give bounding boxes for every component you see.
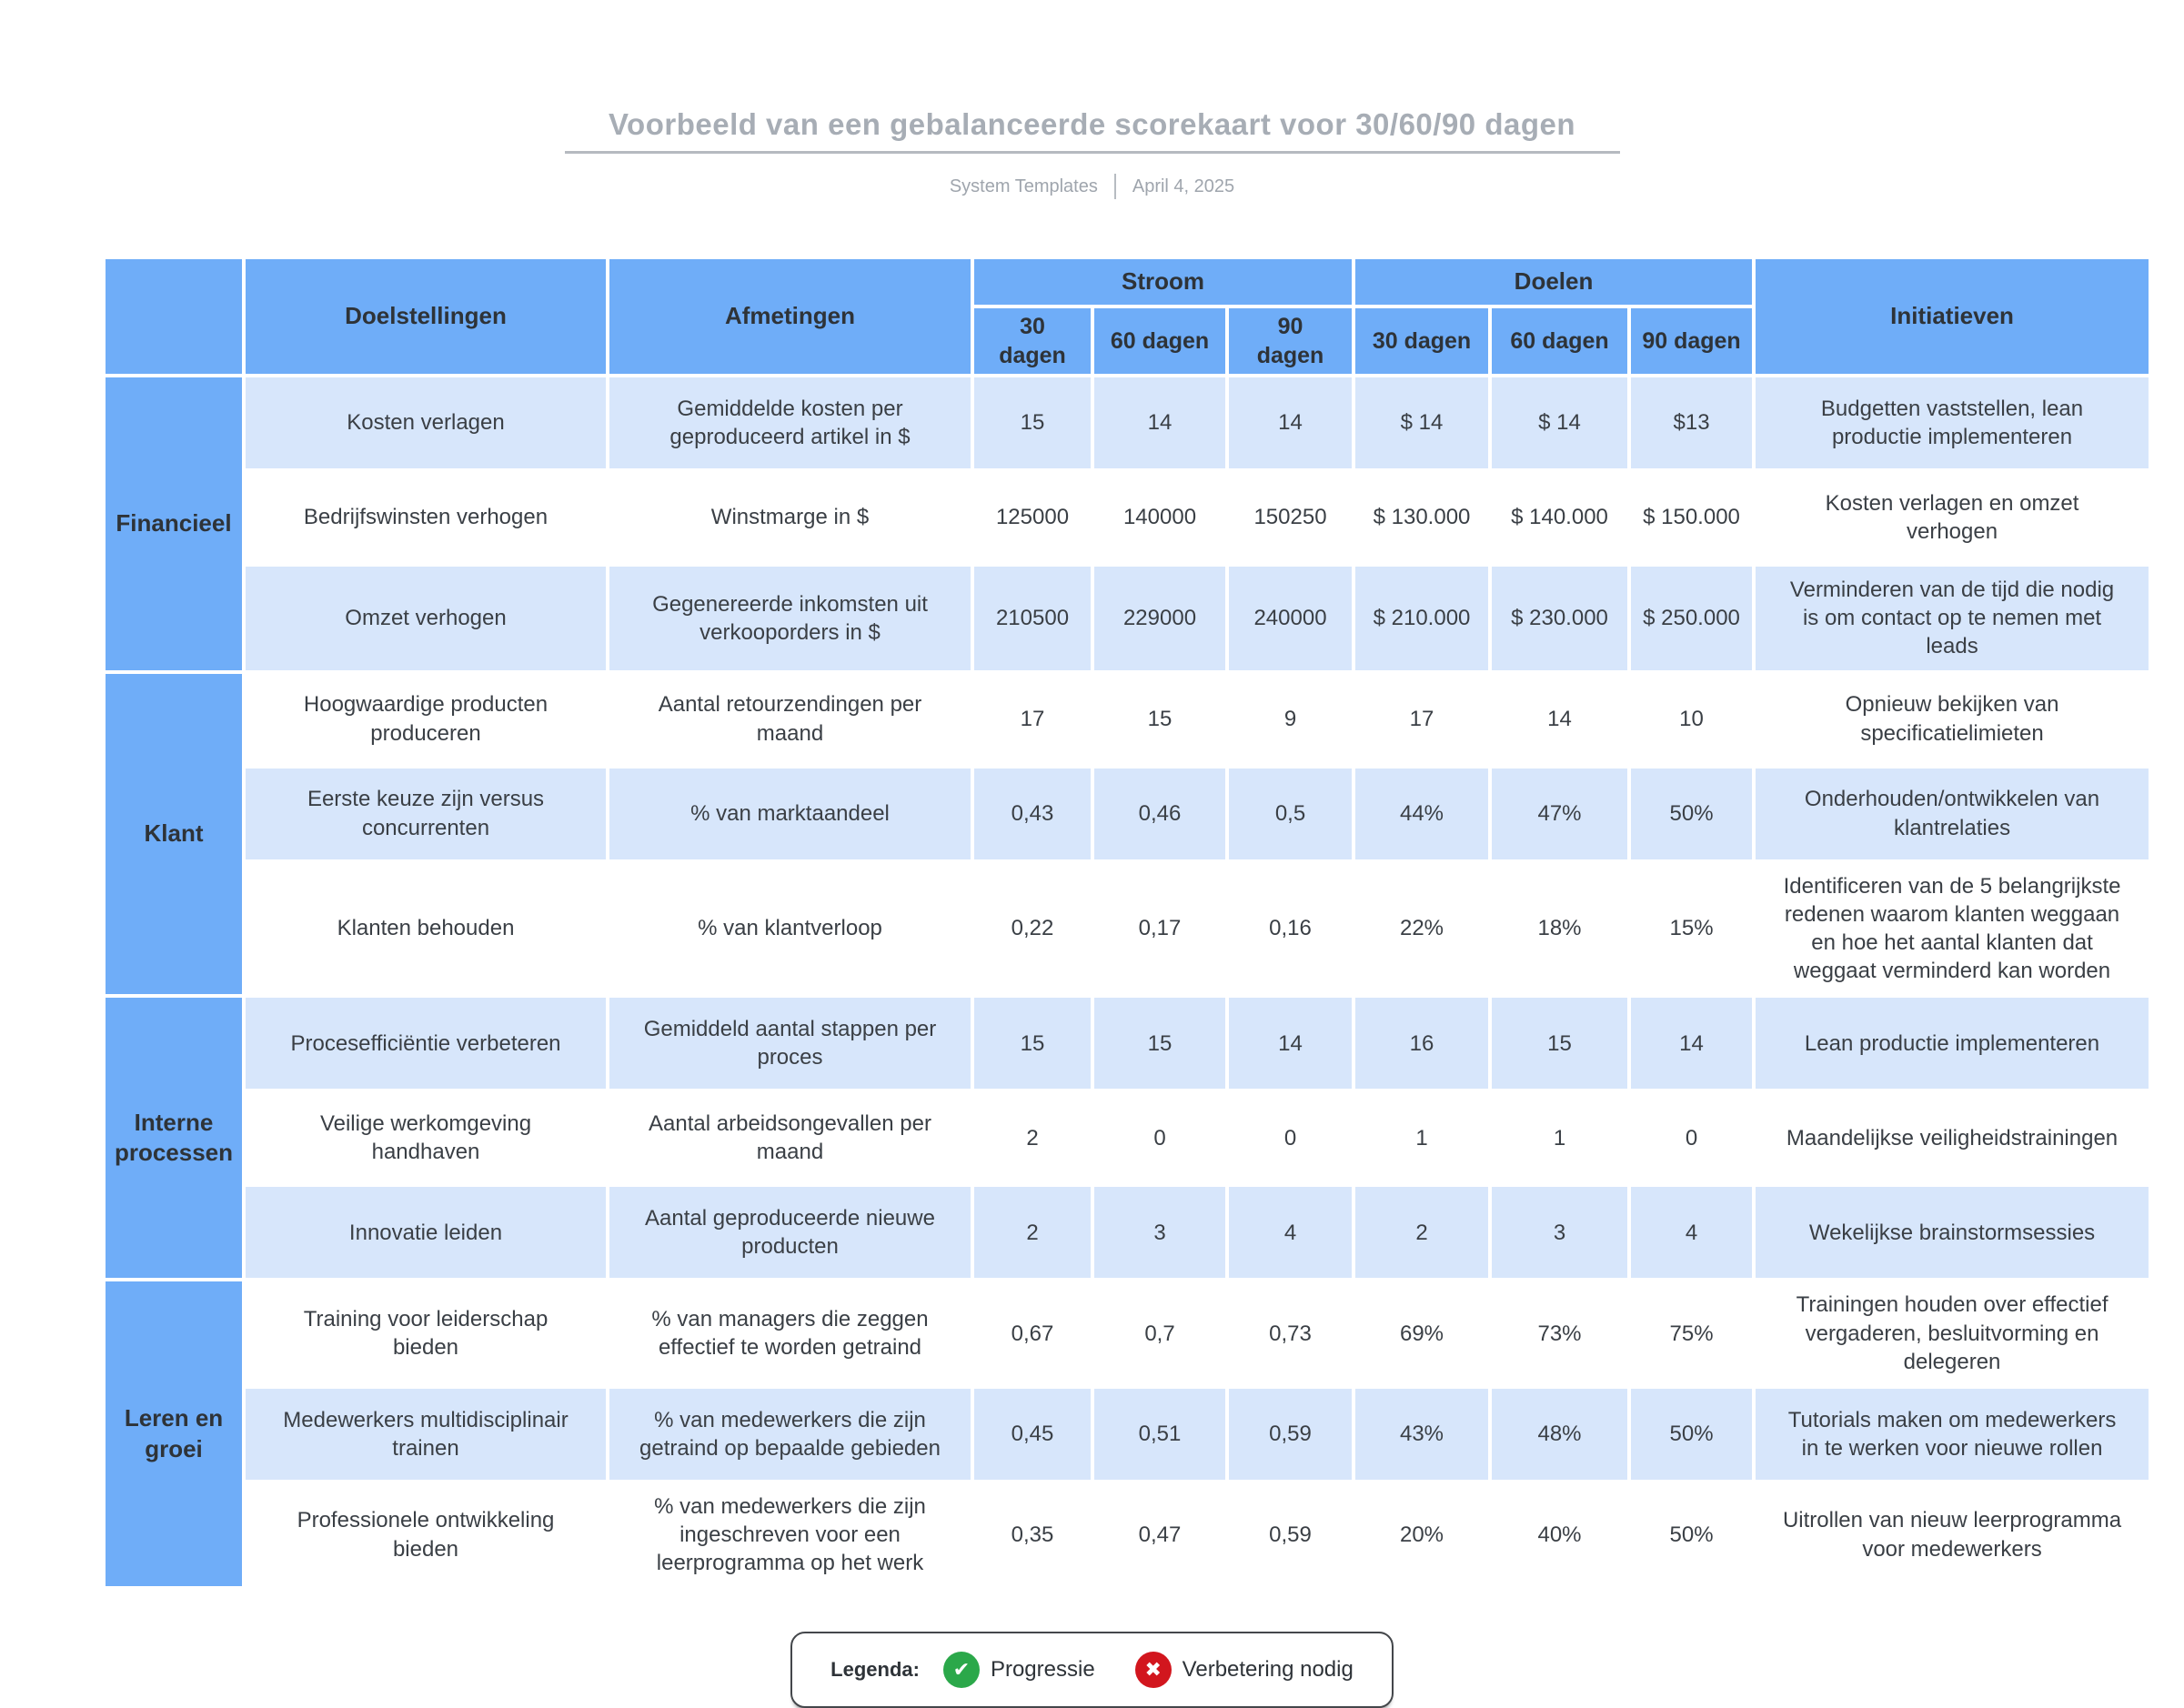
corner-cell (106, 259, 242, 374)
cell-doel-90: 10 (1631, 674, 1752, 765)
cell-doelstelling: Hoogwaardige producten produceren (246, 674, 606, 765)
cell-initiatief: Maandelijkse veiligheidstrainingen (1756, 1092, 2149, 1183)
cell-doelstelling: Kosten verlagen (246, 377, 606, 468)
scorecard-table (102, 256, 2152, 1590)
cell-stroom-60: 0,17 (1094, 863, 1225, 995)
table-row (106, 1092, 2149, 1183)
cell-doel-60: 47% (1492, 769, 1627, 859)
cell-stroom-30: 0,67 (974, 1281, 1091, 1385)
cell-doelstelling: Omzet verhogen (246, 567, 606, 670)
cell-stroom-30: 125000 (974, 472, 1091, 563)
cell-doelstelling: Professionele ontwikkeling bieden (246, 1483, 606, 1587)
cell-doelstelling: Training voor leiderschap bieden (246, 1281, 606, 1385)
cell-afmeting: Gemiddelde kosten per geproduceerd artikel in $ (609, 377, 971, 468)
cell-initiatief: Kosten verlagen en omzet verhogen (1756, 472, 2149, 563)
cell-stroom-90: 0,73 (1229, 1281, 1352, 1385)
cell-initiatief: Lean productie implementeren (1756, 998, 2149, 1089)
title-block (0, 0, 2184, 199)
cell-stroom-60: 0,7 (1094, 1281, 1225, 1385)
cell-stroom-90: 0,16 (1229, 863, 1352, 995)
cell-doelstelling: Medewerkers multidisciplinair trainen (246, 1389, 606, 1480)
cell-doel-60: 1 (1492, 1092, 1627, 1183)
cell-stroom-30: 2 (974, 1187, 1091, 1278)
row-group-label-interne-processen: Interne processen (106, 998, 242, 1278)
table-row (106, 472, 2149, 563)
cell-stroom-30: 2 (974, 1092, 1091, 1183)
cell-doel-90: 50% (1631, 1483, 1752, 1587)
subtitle (0, 174, 2184, 199)
cell-stroom-90: 0,59 (1229, 1483, 1352, 1587)
subtitle-date: April 4, 2025 (1132, 176, 1235, 196)
cell-stroom-90: 14 (1229, 998, 1352, 1089)
cell-afmeting: % van medewerkers die zijn ingeschreven voor een leerprogramma op het werk (609, 1483, 971, 1587)
cell-doel-90: 0 (1631, 1092, 1752, 1183)
cell-stroom-60: 15 (1094, 674, 1225, 765)
legend-box (790, 1632, 1394, 1708)
cell-doel-60: $ 14 (1492, 377, 1627, 468)
cell-initiatief: Budgetten vaststellen, lean productie implementeren (1756, 377, 2149, 468)
cell-stroom-60: 229000 (1094, 567, 1225, 670)
cell-stroom-90: 14 (1229, 377, 1352, 468)
column-header-doelen-30-dagen: 30 dagen (1355, 308, 1488, 374)
cell-doel-60: 18% (1492, 863, 1627, 995)
title-underline (565, 151, 1620, 154)
cell-doel-90: $13 (1631, 377, 1752, 468)
table-row (106, 998, 2149, 1089)
cell-doel-90: 75% (1631, 1281, 1752, 1385)
cell-initiatief: Uitrollen van nieuw leerprogramma voor medewerkers (1756, 1483, 2149, 1587)
cell-stroom-30: 0,43 (974, 769, 1091, 859)
legend-label: Legenda: (830, 1658, 920, 1682)
cell-doel-60: 73% (1492, 1281, 1627, 1385)
cell-stroom-30: 17 (974, 674, 1091, 765)
cell-stroom-30: 15 (974, 377, 1091, 468)
cell-stroom-30: 0,22 (974, 863, 1091, 995)
cell-doel-30: $ 14 (1355, 377, 1488, 468)
cell-doelstelling: Procesefficiëntie verbeteren (246, 998, 606, 1089)
cell-stroom-90: 9 (1229, 674, 1352, 765)
legend-item-label: Verbetering nodig (1182, 1657, 1354, 1683)
table-row (106, 1187, 2149, 1278)
row-group-label-klant: Klant (106, 674, 242, 995)
cell-doel-90: 15% (1631, 863, 1752, 995)
cell-doel-90: $ 150.000 (1631, 472, 1752, 563)
cell-afmeting: Gegenereerde inkomsten uit verkooporders in $ (609, 567, 971, 670)
column-group-stroom: Stroom (974, 259, 1352, 305)
cell-doel-90: 50% (1631, 769, 1752, 859)
legend-item-label: Progressie (990, 1657, 1095, 1683)
legend-area (0, 1632, 2184, 1708)
column-header-stroom-90-dagen: 90 dagen (1229, 308, 1352, 374)
column-header-stroom-60-dagen: 60 dagen (1094, 308, 1225, 374)
column-header-initiatieven: Initiatieven (1756, 259, 2149, 374)
cell-stroom-60: 0,51 (1094, 1389, 1225, 1480)
cell-stroom-30: 210500 (974, 567, 1091, 670)
cell-stroom-60: 0,46 (1094, 769, 1225, 859)
cell-afmeting: % van marktaandeel (609, 769, 971, 859)
cell-doel-30: 20% (1355, 1483, 1488, 1587)
cell-doelstelling: Bedrijfswinsten verhogen (246, 472, 606, 563)
table-row (106, 863, 2149, 995)
cell-initiatief: Wekelijkse brainstormsessies (1756, 1187, 2149, 1278)
cell-stroom-60: 3 (1094, 1187, 1225, 1278)
cell-initiatief: Opnieuw bekijken van specificatielimieten (1756, 674, 2149, 765)
cell-stroom-60: 140000 (1094, 472, 1225, 563)
cell-stroom-30: 0,35 (974, 1483, 1091, 1587)
cell-afmeting: Aantal arbeidsongevallen per maand (609, 1092, 971, 1183)
table-row (106, 769, 2149, 859)
table-row (106, 1281, 2149, 1385)
cell-doel-90: 4 (1631, 1187, 1752, 1278)
cell-initiatief: Onderhouden/ontwikkelen van klantrelaties (1756, 769, 2149, 859)
table-row (106, 674, 2149, 765)
cell-doel-30: $ 130.000 (1355, 472, 1488, 563)
cell-stroom-90: 240000 (1229, 567, 1352, 670)
cell-doel-90: $ 250.000 (1631, 567, 1752, 670)
cell-doelstelling: Veilige werkomgeving handhaven (246, 1092, 606, 1183)
cell-afmeting: % van klantverloop (609, 863, 971, 995)
cell-doel-30: 44% (1355, 769, 1488, 859)
page-title: Voorbeeld van een gebalanceerde scorekaart voor 30/60/90 dagen (608, 107, 1576, 141)
cell-stroom-90: 0,59 (1229, 1389, 1352, 1480)
cell-stroom-30: 0,45 (974, 1389, 1091, 1480)
cell-doel-60: $ 230.000 (1492, 567, 1627, 670)
cell-stroom-90: 150250 (1229, 472, 1352, 563)
cell-doel-60: $ 140.000 (1492, 472, 1627, 563)
column-header-stroom-30-dagen: 30 dagen (974, 308, 1091, 374)
cell-stroom-30: 15 (974, 998, 1091, 1089)
cell-doel-90: 14 (1631, 998, 1752, 1089)
cell-initiatief: Identificeren van de 5 belangrijkste redenen waarom klanten weggaan en hoe het aantal klanten dat weggaat verminderd kan worden (1756, 863, 2149, 995)
x-glyph: ✖ (1144, 1658, 1162, 1682)
table-row (106, 567, 2149, 670)
cell-doel-30: 22% (1355, 863, 1488, 995)
row-group-label-leren-en-groei: Leren en groei (106, 1281, 242, 1586)
table-row (106, 377, 2149, 468)
row-group-label-financieel: Financieel (106, 377, 242, 670)
cell-stroom-60: 0,47 (1094, 1483, 1225, 1587)
cell-doel-30: 43% (1355, 1389, 1488, 1480)
cell-stroom-60: 15 (1094, 998, 1225, 1089)
table-row (106, 1483, 2149, 1587)
check-circle-icon (943, 1652, 980, 1688)
cell-doel-30: 2 (1355, 1187, 1488, 1278)
cell-doel-60: 3 (1492, 1187, 1627, 1278)
cell-doelstelling: Eerste keuze zijn versus concurrenten (246, 769, 606, 859)
cell-afmeting: Winstmarge in $ (609, 472, 971, 563)
column-group-doelen: Doelen (1355, 259, 1752, 305)
column-header-afmetingen: Afmetingen (609, 259, 971, 374)
cell-stroom-90: 0 (1229, 1092, 1352, 1183)
column-header-doelen-60-dagen: 60 dagen (1492, 308, 1627, 374)
cell-afmeting: Gemiddeld aantal stappen per proces (609, 998, 971, 1089)
cell-initiatief: Trainingen houden over effectief vergaderen, besluitvorming en delegeren (1756, 1281, 2149, 1385)
cell-stroom-60: 0 (1094, 1092, 1225, 1183)
cell-doel-60: 15 (1492, 998, 1627, 1089)
cell-afmeting: Aantal retourzendingen per maand (609, 674, 971, 765)
cell-doelstelling: Innovatie leiden (246, 1187, 606, 1278)
cell-doel-30: $ 210.000 (1355, 567, 1488, 670)
cell-doel-90: 50% (1631, 1389, 1752, 1480)
cell-stroom-90: 4 (1229, 1187, 1352, 1278)
subtitle-separator (1114, 174, 1116, 199)
cell-doel-30: 17 (1355, 674, 1488, 765)
legend-item-progressie (943, 1652, 1095, 1688)
cell-doel-30: 69% (1355, 1281, 1488, 1385)
cell-doel-60: 14 (1492, 674, 1627, 765)
cell-doel-30: 16 (1355, 998, 1488, 1089)
cell-doel-60: 48% (1492, 1389, 1627, 1480)
cell-stroom-90: 0,5 (1229, 769, 1352, 859)
cell-afmeting: Aantal geproduceerde nieuwe producten (609, 1187, 971, 1278)
x-circle-icon (1135, 1652, 1172, 1688)
cell-initiatief: Verminderen van de tijd die nodig is om contact op te nemen met leads (1756, 567, 2149, 670)
cell-doelstelling: Klanten behouden (246, 863, 606, 995)
legend-item-verbetering-nodig (1135, 1652, 1354, 1688)
cell-doel-30: 1 (1355, 1092, 1488, 1183)
table-row (106, 1389, 2149, 1480)
cell-initiatief: Tutorials maken om medewerkers in te werken voor nieuwe rollen (1756, 1389, 2149, 1480)
cell-doel-60: 40% (1492, 1483, 1627, 1587)
subtitle-source: System Templates (949, 176, 1098, 196)
check-glyph: ✔ (952, 1658, 971, 1682)
cell-stroom-60: 14 (1094, 377, 1225, 468)
column-header-doelen-90-dagen: 90 dagen (1631, 308, 1752, 374)
column-header-doelstellingen: Doelstellingen (246, 259, 606, 374)
cell-afmeting: % van medewerkers die zijn getraind op bepaalde gebieden (609, 1389, 971, 1480)
cell-afmeting: % van managers die zeggen effectief te worden getraind (609, 1281, 971, 1385)
